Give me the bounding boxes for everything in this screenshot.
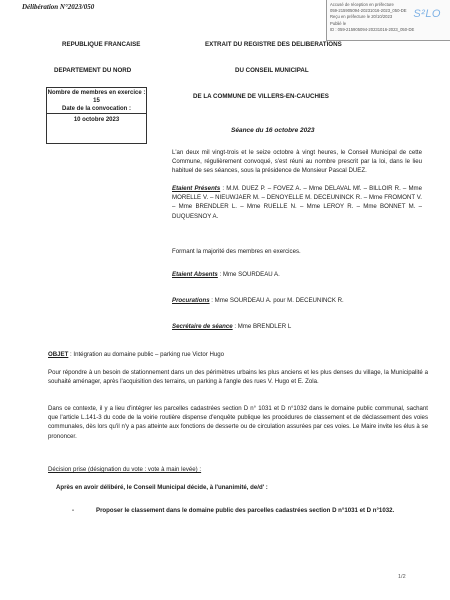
present-label: Etaient Présents: [172, 185, 221, 192]
convocation-date: 10 octobre 2023: [73, 117, 120, 123]
prefecture-stamp: [326, 0, 450, 41]
context-paragraph-2: Dans ce contexte, il y a lieu d'intégrer les parcelles cadastrées section D n° 1031 et D n°1032 dans le domaine public communal, sachant que l'article L.141-3 du code de la voirie routière dispense d'enquête publique les procédures de classement et de déclassement des voies communales, dès lors qu'il n'y a pas atteinte aux fonctions de desserte ou de circulation assurées par ces voies. Le Maire invite les élus à se prononcer.: [48, 405, 428, 440]
secretary-name: : Mme BRENDLER L: [232, 323, 292, 330]
page-number: 1/2: [398, 574, 406, 580]
majority-text: Formant la majorité des membres en exercices.: [172, 248, 301, 255]
commune-title: DE LA COMMUNE DE VILLERS-EN-CAUCHIES: [193, 93, 329, 100]
decision-item: Proposer le classement dans le domaine public des parcelles cadastrées section D n°1031 et D n°1032.: [96, 507, 395, 514]
stamp-line: 059-215905094-20231016-2023_050-DE: [330, 8, 407, 14]
convocation-label: Date de la convocation :: [61, 106, 131, 112]
stamp-line: Publié le: [330, 20, 347, 26]
stamp-line: Reçu en préfecture le 20/10/2023: [330, 14, 393, 20]
session-date: Séance du 16 octobre 2023: [231, 127, 315, 134]
present-list: : M.M. DUEZ P. – FOVEZ A. – Mme DELAVAL Mf. – BILLOIR R. – Mme MORELLE V. – NIEUWJAER M. – DENOYELLE M. DECEUNINCK R. – Mme FROMONT V. – Mme BRENDLER L. – Mme RUELLE N. – Mme LEROY R. – Mme BONNET M. – DUQUESNOY A.: [172, 185, 422, 220]
council-title: DU CONSEIL MUNICIPAL: [235, 67, 309, 74]
object-label: OBJET: [48, 351, 69, 358]
proxy-label: Procurations: [172, 297, 210, 304]
decision-label: Décision prise (désignation du vote : vote à main levée) :: [48, 466, 202, 473]
secretary-label: Secrétaire de séance: [172, 323, 233, 330]
absent-list: : Mme SOURDEAU A.: [217, 271, 280, 278]
slo-logo: S²LO: [413, 8, 441, 20]
proxy-list: : Mme SOURDEAU A. pour M. DECEUNINCK R.: [209, 297, 344, 304]
absent-members: [172, 270, 422, 279]
proxies: [172, 296, 422, 305]
context-paragraph-1: Pour répondre à un besoin de stationnement dans un des périmètres urbains les plus anciens et les plus denses du village, la Municipalité a souhaité aménager, après l'acquisition des terrains, un parking à l'angle des rues V. Hugo et E. Zola.: [48, 369, 428, 386]
present-members: [172, 184, 422, 221]
intro-paragraph: L'an deux mil vingt-trois et le seize octobre à vingt heures, le Conseil Municipal de cette Commune, régulièrement convoqué, s'est réuni au nombre prescrit par la loi, dans le lieu habituel de ses séances, sous la présidence de Monsieur Pascal DUEZ.: [172, 149, 422, 175]
department-label: DEPARTEMENT DU NORD: [54, 67, 132, 74]
bullet-dash: -: [72, 507, 75, 514]
members-box: [46, 87, 147, 144]
absent-label: Etaient Absents: [172, 271, 218, 278]
stamp-line: Accusé de réception en préfecture: [330, 2, 394, 7]
deliberation-number: Délibération N°2023/050: [22, 3, 95, 11]
decision-intro: Après en avoir délibéré, le Conseil Municipal décide, à l'unanimité, de/d' :: [56, 484, 268, 491]
object-text: : Intégration au domaine public – parking rue Victor Hugo: [68, 351, 225, 358]
republic-label: REPUBLIQUE FRANCAISE: [62, 41, 141, 48]
members-count: Nombre de membres en exercice : 15: [47, 90, 146, 104]
stamp-line: ID : 059-215905094-20231016-2023_050-DE: [330, 26, 415, 32]
register-title: EXTRAIT DU REGISTRE DES DELIBERATIONS: [205, 41, 342, 48]
object-line: [48, 350, 428, 359]
secretary: [172, 322, 422, 331]
